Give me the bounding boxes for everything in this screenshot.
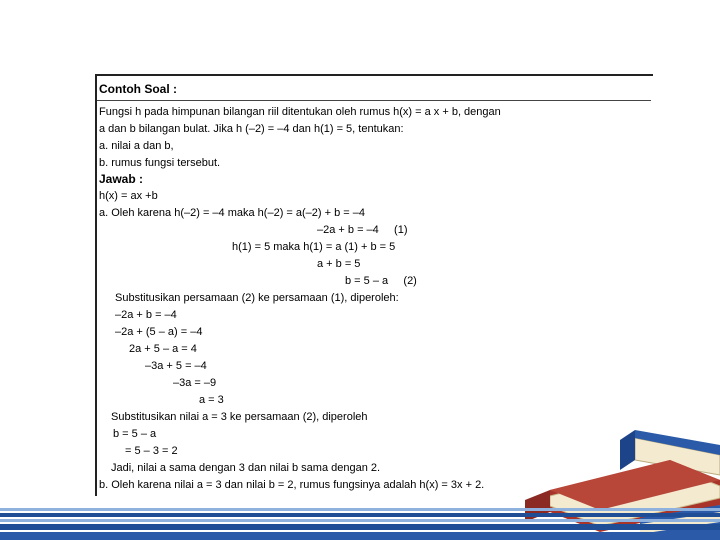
footer-stripe: [0, 513, 720, 517]
answer-line: h(x) = ax +b: [99, 190, 158, 202]
answer-line: Substitusikan persamaan (2) ke persamaan (1), diperoleh:: [115, 292, 399, 304]
answer-line: –2a + b = –4 (1): [317, 224, 408, 236]
problem-line: a dan b bilangan bulat. Jika h (–2) = –4 dan h(1) = 5, tentukan:: [99, 123, 404, 135]
answer-line: –2a + (5 – a) = –4: [115, 326, 203, 338]
answer-line: b = 5 – a (2): [345, 275, 417, 287]
footer-stripe: [0, 519, 720, 522]
answer-line: h(1) = 5 maka h(1) = a (1) + b = 5: [232, 241, 396, 253]
footer-stripe: [0, 508, 720, 511]
footer-stripe: [0, 524, 720, 530]
answer-line: b. Oleh karena nilai a = 3 dan nilai b = 2, rumus fungsinya adalah h(x) = 3x + 2.: [99, 479, 485, 491]
problem-line: Fungsi h pada himpunan bilangan riil ditentukan oleh rumus h(x) = a x + b, dengan: [99, 106, 501, 118]
answer-line: 2a + 5 – a = 4: [129, 343, 197, 355]
heading-divider: [97, 100, 651, 101]
example-heading: Contoh Soal :: [99, 82, 177, 96]
answer-line: a + b = 5: [317, 258, 361, 270]
answer-line: a. Oleh karena h(–2) = –4 maka h(–2) = a(–2) + b = –4: [99, 207, 365, 219]
answer-line: a = 3: [199, 394, 224, 406]
footer-stripe: [0, 532, 720, 540]
problem-line: a. nilai a dan b,: [99, 140, 174, 152]
answer-line: –3a = –9: [173, 377, 217, 389]
answer-line: Substitusikan nilai a = 3 ke persamaan (2), diperoleh: [111, 411, 368, 423]
answer-line: –2a + b = –4: [115, 309, 177, 321]
problem-line: b. rumus fungsi tersebut.: [99, 157, 221, 169]
answer-line: Jadi, nilai a sama dengan 3 dan nilai b sama dengan 2.: [111, 462, 381, 474]
answer-heading: Jawab :: [99, 172, 144, 186]
answer-line: = 5 – 3 = 2: [125, 445, 178, 457]
answer-line: b = 5 – a: [113, 428, 157, 440]
answer-line: –3a + 5 = –4: [145, 360, 207, 372]
